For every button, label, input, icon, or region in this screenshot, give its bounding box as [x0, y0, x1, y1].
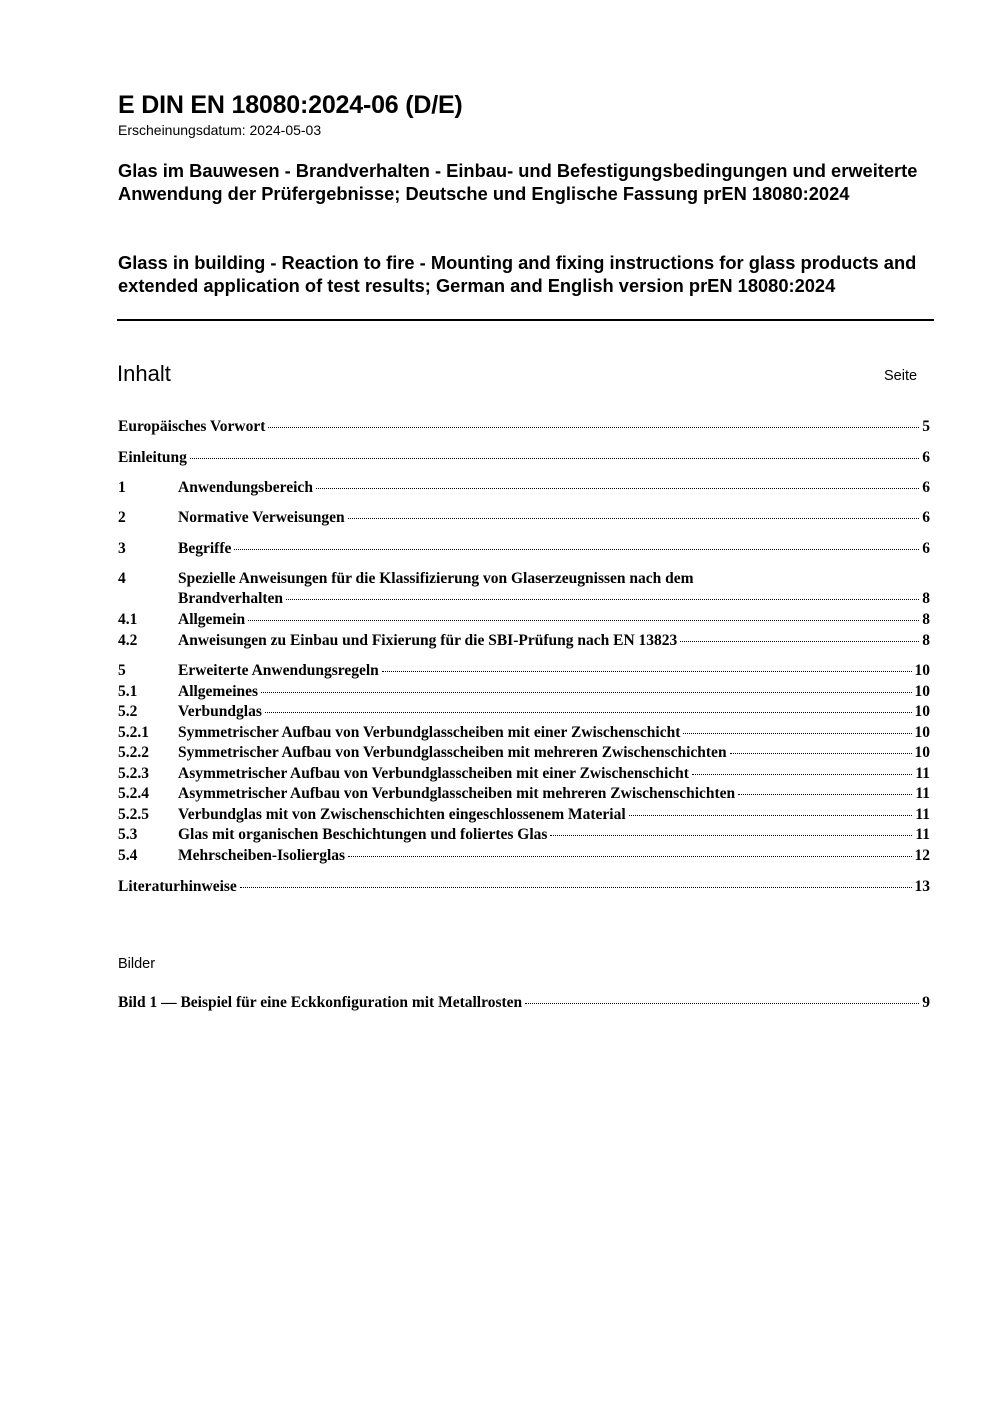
publication-date: Erscheinungsdatum: 2024-05-03	[118, 122, 322, 138]
toc-entry-page: 10	[914, 744, 930, 761]
toc-leader	[692, 774, 912, 775]
toc-entry-4-1[interactable]	[118, 610, 930, 630]
toc-entry-title: Allgemein	[178, 611, 246, 628]
toc-entry-title: Verbundglas	[178, 703, 262, 720]
toc-entry-4[interactable]	[118, 569, 930, 610]
toc-leader	[316, 488, 919, 489]
toc-leader	[730, 753, 912, 754]
toc-entry-page: 6	[922, 540, 930, 557]
toc-entry-number: 5.2.2	[118, 744, 149, 761]
toc-entry-bibliography[interactable]	[118, 877, 930, 897]
toc-entry-title: Anwendungsbereich	[178, 479, 313, 496]
toc-entry-page: 6	[922, 479, 930, 496]
toc-leader	[738, 794, 912, 795]
toc-entry-5[interactable]	[118, 661, 930, 681]
toc-entry-page: 8	[922, 611, 930, 628]
toc-entry-title: Europäisches Vorwort	[118, 418, 266, 435]
toc-entry-5-2-4[interactable]	[118, 784, 930, 804]
toc-heading: Inhalt	[117, 361, 171, 386]
toc-entry-page: 10	[914, 683, 930, 700]
toc-leader	[234, 549, 919, 550]
toc-leader	[629, 815, 913, 816]
toc-entry-page: 11	[915, 826, 930, 843]
title-german: Glas im Bauwesen - Brandverhalten - Einbau- und Befestigungsbedingungen und erweiterte Anwendung der Prüfergebnisse; Deutsche und Englische Fassung prEN 18080:2024	[118, 160, 918, 204]
toc-entry-title: Spezielle Anweisungen für die Klassifizierung von Glaserzeugnissen nach dem	[178, 570, 694, 587]
toc-entry-title: Einleitung	[118, 449, 187, 466]
toc-entry-2[interactable]	[118, 508, 930, 528]
toc-leader	[348, 518, 920, 519]
toc-entry-title: Asymmetrischer Aufbau von Verbundglasscheiben mit einer Zwischenschicht	[178, 765, 689, 782]
toc-entry-1[interactable]	[118, 478, 930, 498]
toc-entry-number: 5.1	[118, 683, 138, 700]
figure-entry-page: 9	[922, 994, 930, 1011]
toc-leader	[525, 1003, 919, 1004]
toc-entry-title: Mehrscheiben-Isolierglas	[178, 847, 346, 864]
toc-entry-number: 4	[118, 570, 126, 587]
toc-leader	[286, 599, 919, 600]
toc-entry-3[interactable]	[118, 539, 930, 559]
toc-leader	[190, 458, 919, 459]
toc-entry-5-2[interactable]	[118, 702, 930, 722]
toc-leader	[261, 692, 911, 693]
toc-entry-title: Anweisungen zu Einbau und Fixierung für die SBI-Prüfung nach EN 13823	[178, 632, 678, 649]
toc-leader	[550, 835, 912, 836]
figure-entry-1[interactable]	[118, 993, 930, 1013]
toc-entry-title: Glas mit organischen Beschichtungen und foliertes Glas	[178, 826, 548, 843]
toc-entry-4-2[interactable]	[118, 631, 930, 651]
toc-entry-page: 10	[914, 662, 930, 679]
toc-entry-page: 10	[914, 703, 930, 720]
toc-entry-title: Asymmetrischer Aufbau von Verbundglasscheiben mit mehreren Zwischenschichten	[178, 785, 736, 802]
toc-entry-title: Symmetrischer Aufbau von Verbundglasscheiben mit einer Zwischenschicht	[178, 724, 681, 741]
toc-entry-title: Normative Verweisungen	[178, 509, 345, 526]
toc-entry-number: 5.4	[118, 847, 138, 864]
title-english: Glass in building - Reaction to fire - Mounting and fixing instructions for glass products and extended application of test results; German and English version prEN 18080:2024	[118, 252, 917, 296]
figure-entry-title: Bild 1 — Beispiel für eine Eckkonfiguration mit Metallrosten	[118, 994, 523, 1011]
toc-leader	[268, 427, 919, 428]
toc-entry-foreword[interactable]	[118, 417, 930, 437]
toc-entry-number: 5.3	[118, 826, 138, 843]
figures-heading: Bilder	[118, 956, 156, 972]
toc-entry-number: 5	[118, 662, 126, 679]
toc-entry-page: 8	[922, 590, 930, 608]
toc-entry-page: 13	[914, 878, 930, 895]
toc-entry-number: 5.2.4	[118, 785, 149, 802]
toc-entry-number: 5.2	[118, 703, 138, 720]
toc-entry-number: 5.2.1	[118, 724, 149, 741]
toc-entry-title: Begriffe	[178, 540, 232, 557]
toc-entry-page: 6	[922, 509, 930, 526]
toc-leader	[240, 887, 912, 888]
toc-entry-number: 1	[118, 479, 126, 496]
toc-leader	[683, 733, 911, 734]
toc-entry-title: Verbundglas mit von Zwischenschichten eingeschlossenem Material	[178, 806, 626, 823]
toc-leader	[382, 671, 912, 672]
page-column-label: Seite	[884, 368, 918, 384]
toc-entry-title: Symmetrischer Aufbau von Verbundglasscheiben mit mehreren Zwischenschichten	[178, 744, 727, 761]
toc-entry-page: 5	[922, 418, 930, 435]
toc-entry-page: 6	[922, 449, 930, 466]
toc-entry-second-line	[118, 589, 930, 609]
toc-entry-5-4[interactable]	[118, 846, 930, 866]
document-id: E DIN EN 18080:2024-06 (D/E)	[118, 91, 463, 119]
toc-entry-page: 11	[915, 765, 930, 782]
toc-entry-title: Erweiterte Anwendungsregeln	[178, 662, 379, 679]
toc-entry-introduction[interactable]	[118, 448, 930, 468]
toc-leader	[265, 712, 912, 713]
toc-entry-page: 11	[915, 806, 930, 823]
toc-entry-number: 5.2.3	[118, 765, 149, 782]
toc-entry-page: 10	[914, 724, 930, 741]
toc-entry-5-3[interactable]	[118, 825, 930, 845]
toc-entry-number: 4.2	[118, 632, 138, 649]
toc-entry-title: Literaturhinweise	[118, 878, 237, 895]
toc-entry-number: 3	[118, 540, 126, 557]
toc-entry-first-line	[118, 569, 930, 589]
toc-leader	[680, 641, 919, 642]
toc-leader	[248, 620, 919, 621]
toc-leader	[348, 856, 911, 857]
toc-entry-5-2-2[interactable]	[118, 743, 930, 763]
toc-entry-number: 5.2.5	[118, 806, 149, 823]
toc-entry-5-2-5[interactable]	[118, 805, 930, 825]
toc-entry-page: 11	[915, 785, 930, 802]
toc-entry-5-1[interactable]	[118, 682, 930, 702]
toc-entry-5-2-1[interactable]	[118, 723, 930, 743]
header-divider	[117, 319, 934, 321]
toc-entry-page: 8	[922, 632, 930, 649]
toc-entry-title-continued: Brandverhalten	[178, 590, 284, 608]
toc-entry-page: 12	[914, 847, 930, 864]
toc-entry-number: 2	[118, 509, 126, 526]
toc-entry-title: Allgemeines	[178, 683, 259, 700]
toc-entry-number: 4.1	[118, 611, 138, 628]
toc-entry-5-2-3[interactable]	[118, 764, 930, 784]
